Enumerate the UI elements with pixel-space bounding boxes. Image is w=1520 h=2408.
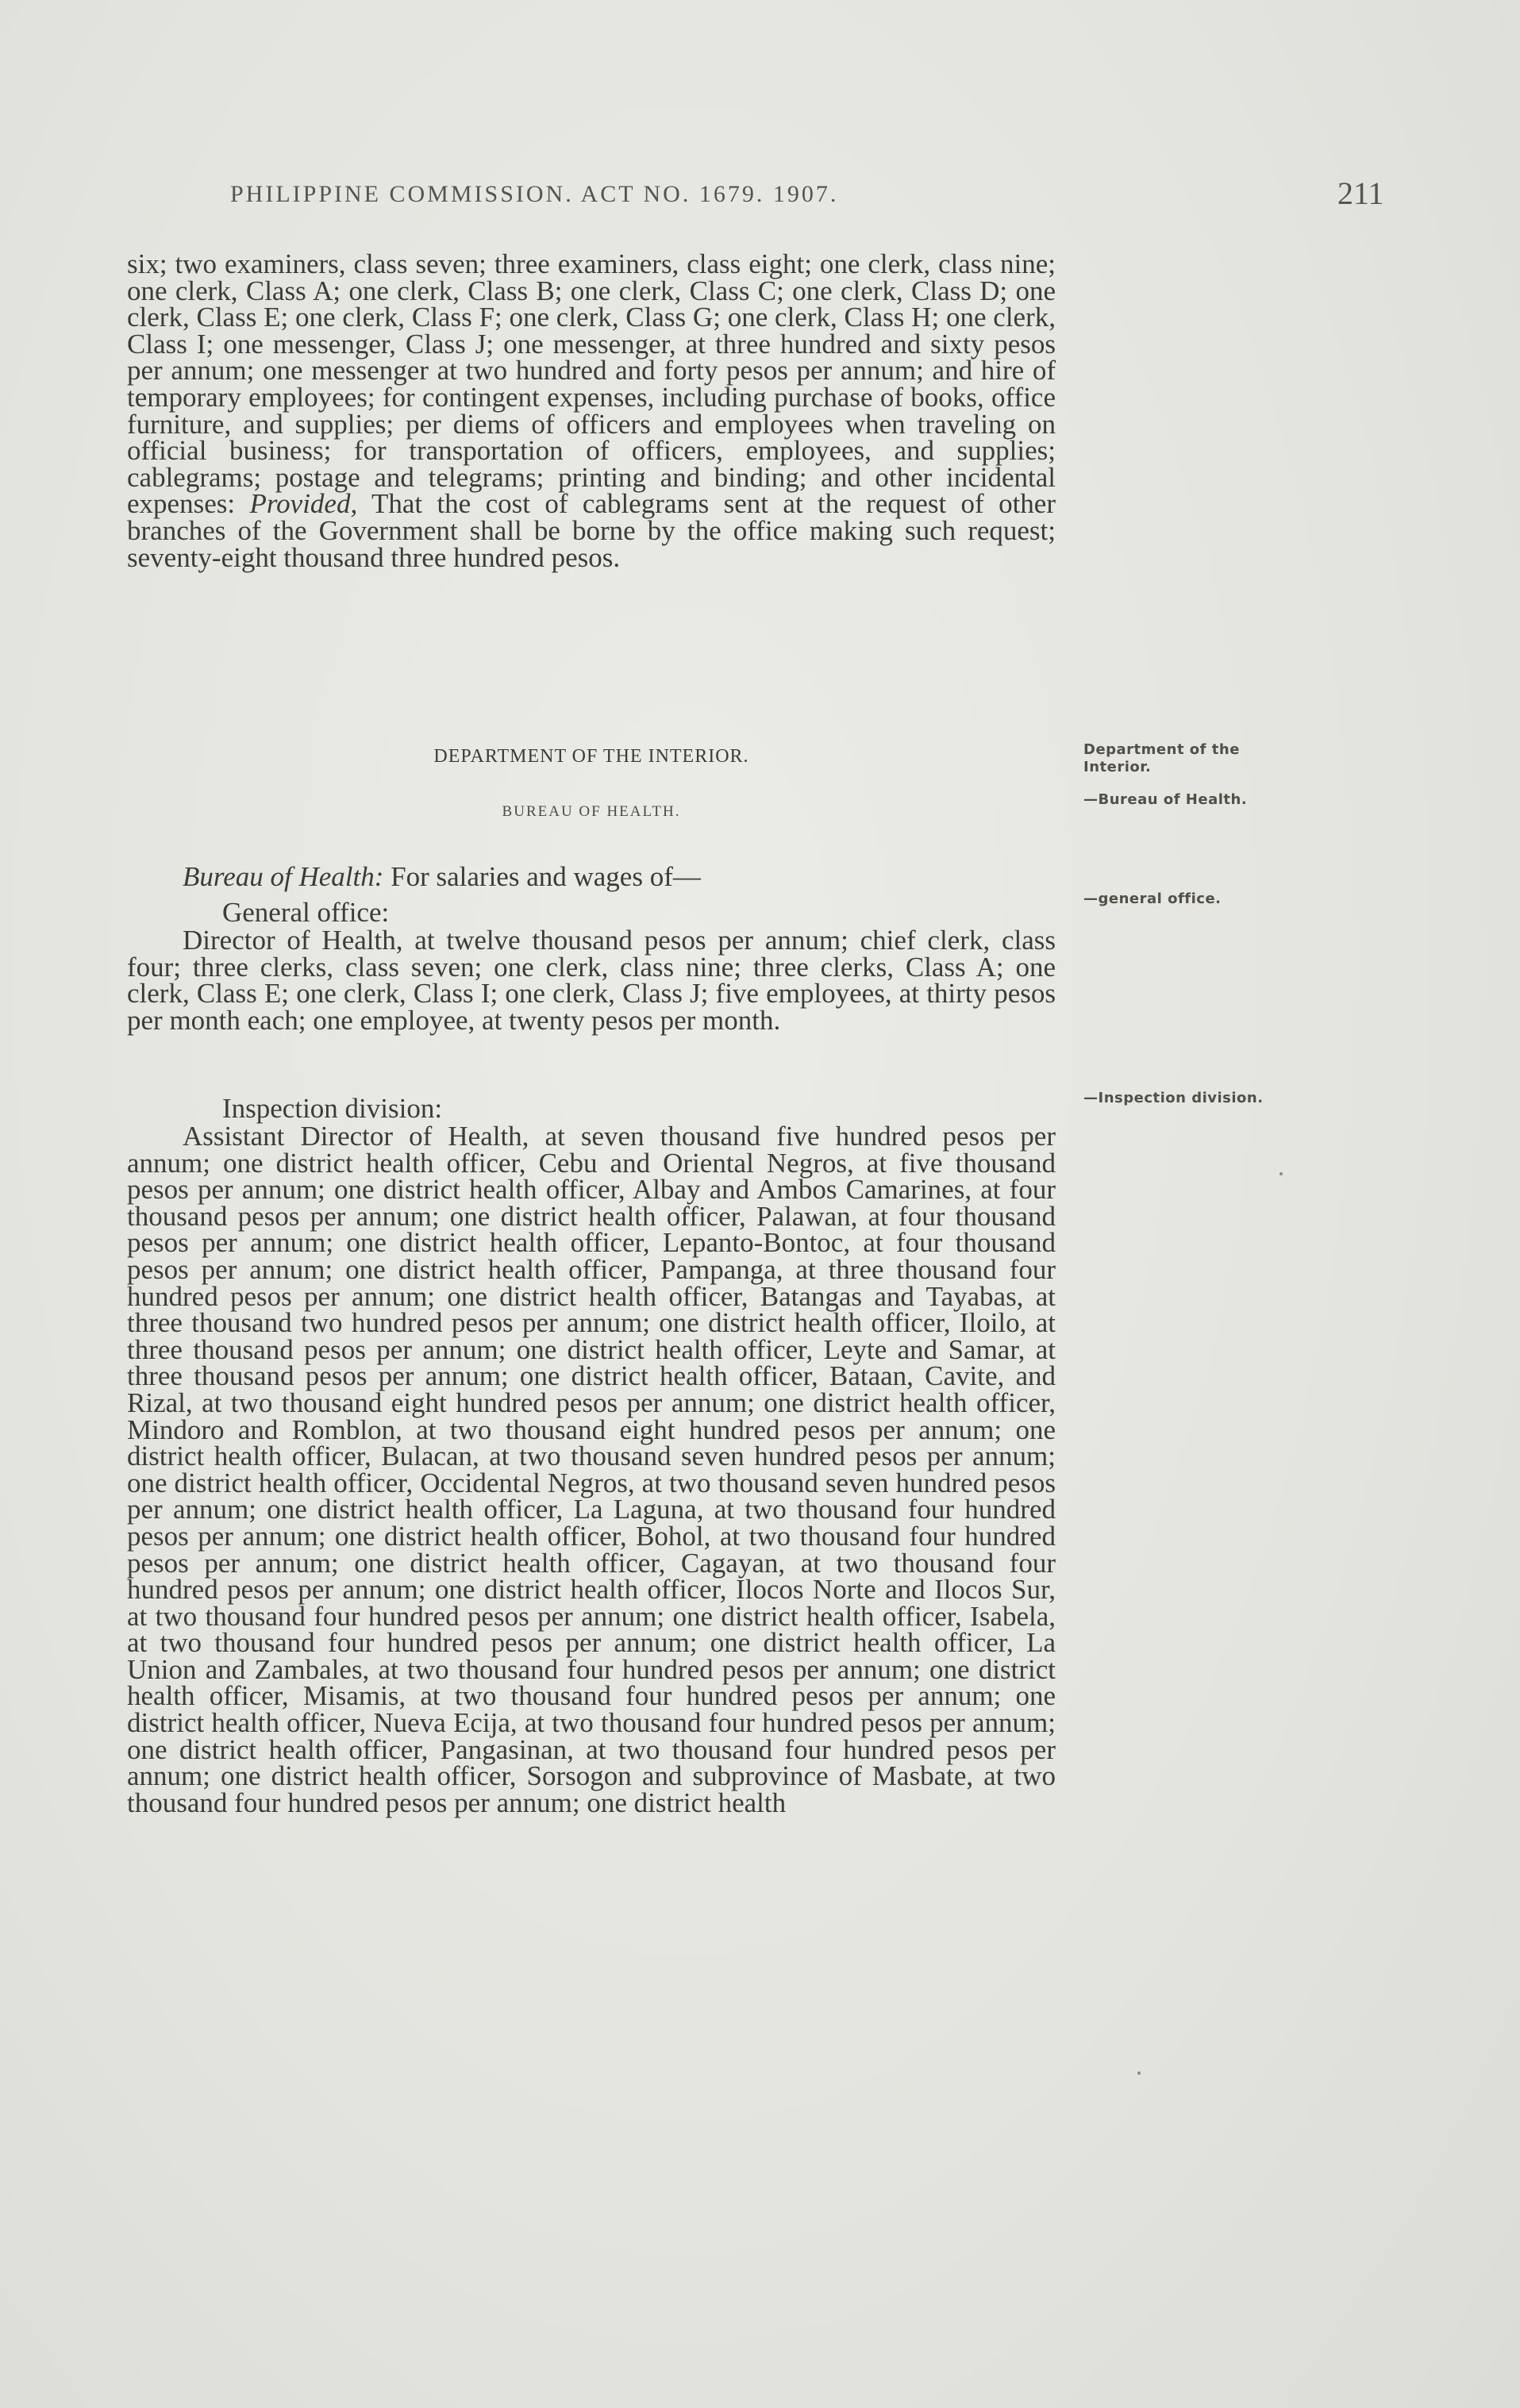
margin-note-department-line1: Department of the (1083, 741, 1240, 758)
inspection-division-label: Inspection division: (222, 1093, 443, 1124)
paragraph-continuation (127, 248, 1056, 573)
paper-speck (1279, 1172, 1283, 1175)
bureau-intro-rest: For salaries and wages of— (391, 861, 701, 892)
margin-note-bureau: —Bureau of Health. (1083, 791, 1248, 808)
bureau-heading: BUREAU OF HEALTH. (502, 803, 681, 820)
general-office-label: General office: (222, 897, 390, 928)
margin-note-department (1083, 741, 1322, 776)
margin-note-department-line2: Interior. (1083, 759, 1152, 775)
running-head: PHILIPPINE COMMISSION. ACT NO. 1679. 1907. (230, 181, 839, 207)
paragraph-continuation-end: That the cost of cablegrams sent at the request of other branches of the Government shall be borne by the office making such request; seventy-eight thousand three hundred pesos. (127, 488, 1056, 573)
paper-speck (1137, 2071, 1141, 2075)
paragraph-director: Director of Health, at twelve thousand pesos per annum; chief clerk, class four; three clerks, class seven; one clerk, class nine; three clerks, Class A; one clerk, Class E; one clerk, Class I; one clerk, Class J; five employees, at thirty pesos per month each; one employee, at twenty pesos per month. (127, 925, 1056, 1036)
margin-note-general-office: —general office. (1083, 890, 1222, 907)
provided-italic: Provided, (249, 488, 358, 520)
margin-note-inspection: —Inspection division. (1083, 1090, 1264, 1106)
bureau-intro-italic: Bureau of Health: (183, 861, 384, 892)
paragraph-inspection: Assistant Director of Health, at seven thousand five hundred pesos per annum; one district health officer, Cebu and Oriental Negros, at five thousand pesos per annum; one district health officer, Albay and Ambos Camarines, at four thousand pesos per annum; one district health officer, Palawan, at four thousand pesos per annum; one district health officer, Lepanto-Bontoc, at four thousand pesos per annum; one district health officer, Pampanga, at three thousand four hundred pesos per annum; one district health officer, Batangas and Tayabas, at three thousand two hundred pesos per annum; one district health officer, Iloilo, at three thousand pesos per annum; one district health officer, Leyte and Samar, at three thousand pesos per annum; one district health officer, Bataan, Cavite, and Rizal, at two thousand eight hundred pesos per annum; one district health officer, Mindoro and Romblon, at two thousand eight hundred pesos per annum; one district health officer, Bulacan, at two thousand seven hundred pesos per annum; one district health officer, Occidental Negros, at two thousand seven hundred pesos per annum; one district health officer, La Laguna, at two thousand four hundred pesos per annum; one district health officer, Bohol, at two thousand four hundred pesos per annum; one district health officer, Cagayan, at two thousand four hundred pesos per annum; one district health officer, Ilocos Norte and Ilocos Sur, at two thousand four hundred pesos per annum; one district health officer, Isabela, at two thousand four hundred pesos per annum; one district health officer, La Union and Zambales, at two thousand four hundred pesos per annum; one district health officer, Misamis, at two thousand four hundred pesos per annum; one district health officer, Nueva Ecija, at two thousand four hundred pesos per annum; one district health officer, Pangasinan, at two thousand four hundred pesos per annum; one district health officer, Sorsogon and subprovince of Masbate, at two thousand four hundred pesos per annum; one district health (127, 1121, 1056, 1818)
paragraph-continuation-text: six; two examiners, class seven; three examiners, class eight; one clerk, class nine; one clerk, Class A; one clerk, Class B; one clerk, Class C; one clerk, Class D; one clerk, Class E; one clerk, Class F; one clerk, Class G; one clerk, Class H; one clerk, Class I; one messenger, Class J; one messenger, at three hundred and sixty pesos per annum; one messenger at two hundred and forty pesos per annum; and hire of temporary employees; for contingent expenses, including purchase of books, office furniture, and supplies; per diems of officers and employees when traveling on official business; for transportation of officers, employees, and supplies; cablegrams; postage and telegrams; printing and binding; and other incidental expenses: (127, 248, 1056, 520)
page-number: 211 (1337, 175, 1384, 211)
bureau-intro (183, 861, 701, 893)
department-heading: DEPARTMENT OF THE INTERIOR. (433, 746, 749, 767)
